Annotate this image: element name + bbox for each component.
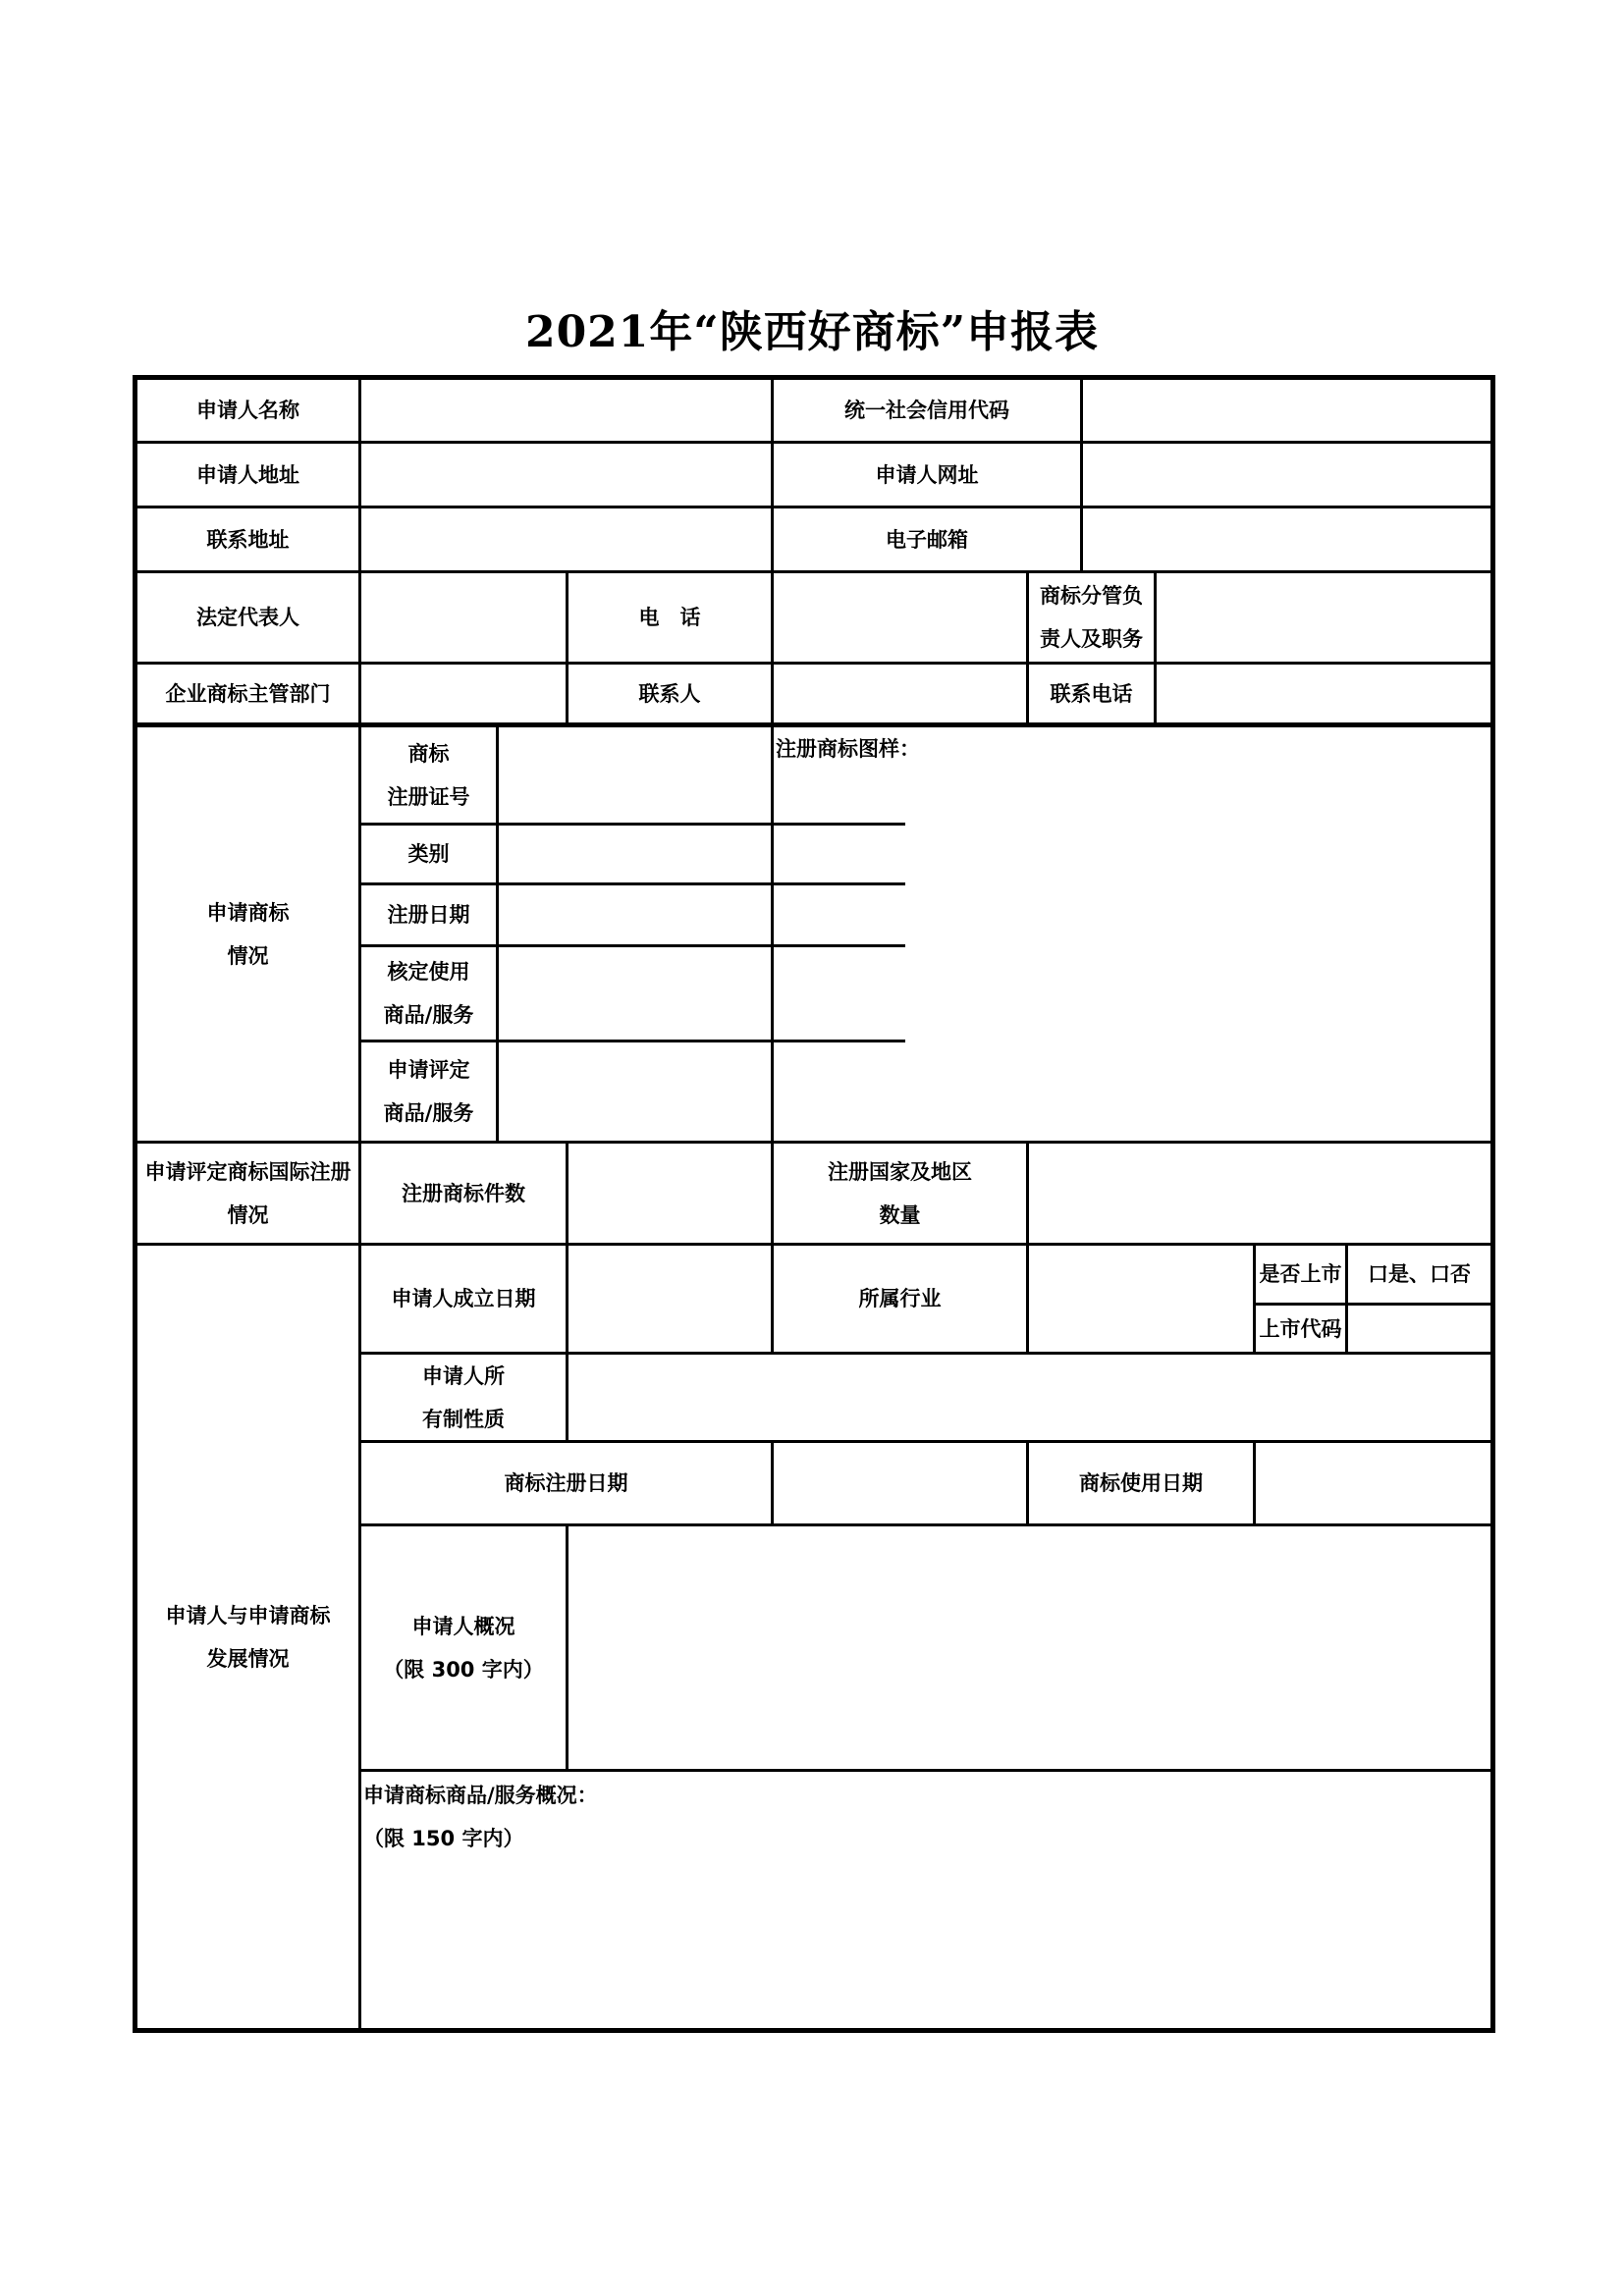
label-founding-date: 申请人成立日期	[391, 1287, 536, 1310]
tm-department-field[interactable]	[361, 665, 566, 722]
label-tm-department: 企业商标主管部门	[165, 681, 331, 706]
label-credit-code: 统一社会信用代码	[844, 399, 1009, 422]
label-applicant-address: 申请人地址	[196, 462, 299, 487]
tm-reg-date-field[interactable]	[774, 1443, 1026, 1523]
intl-count-field[interactable]	[568, 1144, 771, 1243]
label-phone: 电 话	[638, 606, 701, 629]
contact-person-field[interactable]	[774, 665, 1026, 722]
contact-address-field[interactable]	[361, 508, 771, 570]
label-reg-date: 注册日期	[387, 903, 470, 927]
label-contact-person: 联系人	[638, 681, 701, 706]
label-stock-code: 上市代码	[1259, 1316, 1342, 1341]
credit-code-field[interactable]	[1083, 380, 1490, 441]
label-contact-phone: 联系电话	[1050, 681, 1133, 706]
applicant-overview-field[interactable]	[568, 1526, 1490, 1769]
label-applied-goods: 申请评定 商品/服务	[383, 1058, 474, 1125]
intl-countries-field[interactable]	[1029, 1144, 1490, 1243]
application-form-table	[133, 375, 1495, 2033]
label-industry: 所属行业	[858, 1287, 942, 1310]
label-applicant-website: 申请人网址	[875, 462, 979, 487]
label-email: 电子邮箱	[886, 527, 968, 552]
label-ownership: 申请人所 有制性质	[422, 1363, 505, 1431]
applicant-name-field[interactable]	[361, 380, 771, 441]
label-intl-section: 申请评定商标国际注册 情况	[144, 1159, 352, 1227]
label-contact-address: 联系地址	[206, 527, 290, 552]
legal-representative-field[interactable]	[361, 573, 566, 662]
listed-options[interactable]: 口是、口否	[1368, 1262, 1471, 1286]
label-intl-countries: 注册国家及地区 数量	[828, 1159, 972, 1227]
label-approved-goods: 核定使用 商品/服务	[383, 960, 474, 1027]
reg-date-field[interactable]	[499, 885, 771, 944]
label-listed: 是否上市	[1259, 1262, 1342, 1286]
stock-code-field[interactable]	[1348, 1306, 1490, 1352]
founding-date-field[interactable]	[568, 1246, 771, 1352]
label-tm-reg-date: 商标注册日期	[504, 1471, 628, 1495]
label-dev-section: 申请人与申请商标 发展情况	[165, 1603, 331, 1671]
label-category: 类别	[407, 842, 450, 866]
label-tm-sample: 注册商标图样：	[776, 737, 920, 761]
applicant-address-field[interactable]	[361, 444, 771, 506]
label-tm-section: 申请商标 情况	[206, 900, 290, 968]
label-legal-representative: 法定代表人	[196, 606, 299, 629]
approved-goods-field[interactable]	[499, 947, 771, 1040]
category-field[interactable]	[499, 826, 771, 882]
label-applicant-name: 申请人名称	[196, 399, 299, 422]
industry-field[interactable]	[1029, 1246, 1253, 1352]
ownership-field[interactable]	[568, 1355, 1490, 1440]
tm-sample-area[interactable]	[774, 773, 1490, 1141]
form-title: 2021年“陕西好商标”申报表	[524, 307, 1100, 357]
label-reg-cert-no: 商标 注册证号	[387, 741, 470, 809]
label-tm-manager: 商标分管负 责人及职务	[1040, 584, 1143, 651]
applied-goods-field[interactable]	[499, 1042, 771, 1141]
label-tm-use-date: 商标使用日期	[1079, 1471, 1203, 1495]
tm-manager-field[interactable]	[1157, 573, 1490, 662]
label-goods-overview: 申请商标商品/服务概况： （限 150 字内）	[363, 1784, 598, 1850]
tm-use-date-field[interactable]	[1256, 1443, 1490, 1523]
label-intl-count: 注册商标件数	[402, 1181, 525, 1205]
applicant-website-field[interactable]	[1083, 444, 1490, 506]
goods-overview-field[interactable]	[361, 1862, 1490, 2028]
email-field[interactable]	[1083, 508, 1490, 570]
phone-field[interactable]	[774, 573, 1026, 662]
contact-phone-field[interactable]	[1157, 665, 1490, 722]
label-applicant-overview: 申请人概况 （限 300 字内）	[383, 1614, 544, 1682]
reg-cert-no-field[interactable]	[499, 727, 771, 823]
